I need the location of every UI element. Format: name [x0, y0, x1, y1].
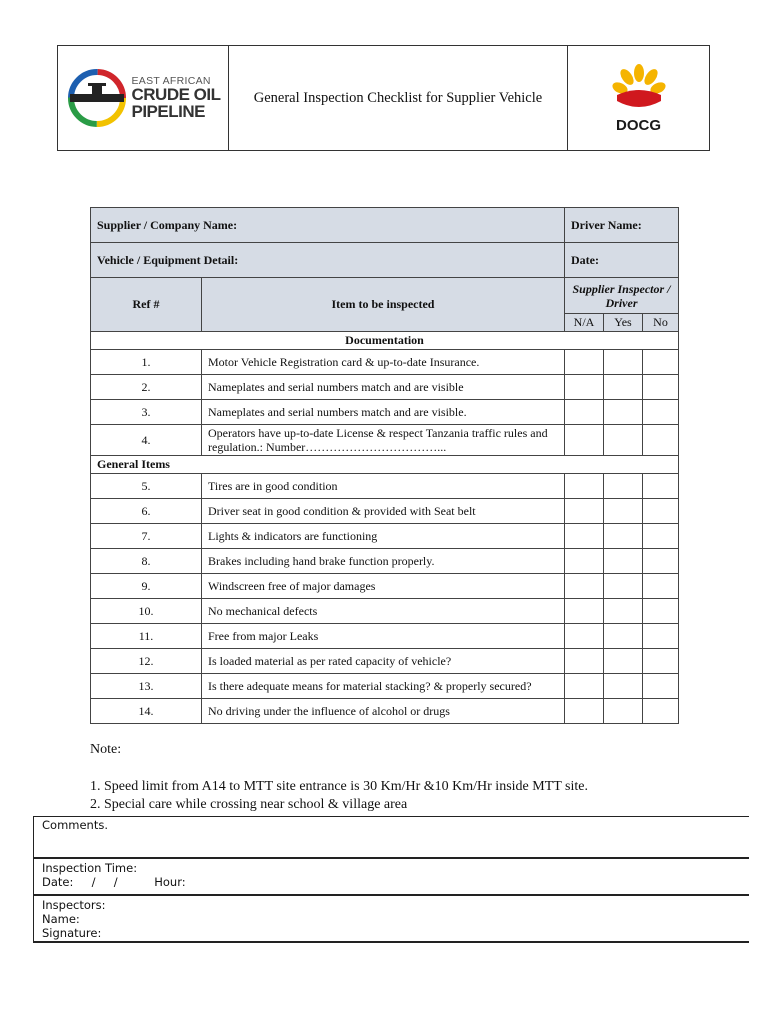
- check-cell-no[interactable]: [643, 549, 679, 574]
- inspection-table: [90, 207, 679, 724]
- check-cell-yes[interactable]: [604, 350, 643, 375]
- eacop-logo-cell: [58, 46, 229, 150]
- check-cell-na[interactable]: [565, 574, 604, 599]
- signature-label: Signature:: [42, 926, 102, 940]
- check-cell-na[interactable]: [565, 350, 604, 375]
- check-cell-na[interactable]: [565, 599, 604, 624]
- inspection-time-label: Inspection Time:: [42, 861, 138, 875]
- col-yes-header: Yes: [604, 314, 643, 332]
- table-row: [91, 624, 679, 649]
- check-cell-no[interactable]: [643, 400, 679, 425]
- item-cell: Nameplates and serial numbers match and are visible: [202, 375, 565, 400]
- item-cell: Free from major Leaks: [202, 624, 565, 649]
- ref-cell: 13.: [91, 674, 202, 699]
- item-cell: No mechanical defects: [202, 599, 565, 624]
- eacop-logo: [66, 67, 221, 129]
- table-row: [91, 549, 679, 574]
- ref-cell: 14.: [91, 699, 202, 724]
- check-cell-na[interactable]: [565, 624, 604, 649]
- comments-field[interactable]: [34, 817, 749, 859]
- ref-cell: 12.: [91, 649, 202, 674]
- inspector-header: Supplier Inspector / Driver: [565, 278, 679, 314]
- check-cell-na[interactable]: [565, 699, 604, 724]
- check-cell-no[interactable]: [643, 524, 679, 549]
- note-item: 2. Special care while crossing near school & village area: [90, 797, 408, 812]
- logo-line-3: PIPELINE: [131, 102, 205, 122]
- check-cell-yes[interactable]: [604, 499, 643, 524]
- col-na-header: N/A: [565, 314, 604, 332]
- check-cell-no[interactable]: [643, 674, 679, 699]
- date-label: Date:: [565, 243, 679, 278]
- ref-cell: 9.: [91, 574, 202, 599]
- docg-flame-icon: [612, 63, 666, 115]
- item-cell: Nameplates and serial numbers match and are visible.: [202, 400, 565, 425]
- check-cell-yes[interactable]: [604, 624, 643, 649]
- ref-cell: 5.: [91, 474, 202, 499]
- check-cell-yes[interactable]: [604, 649, 643, 674]
- check-cell-na[interactable]: [565, 524, 604, 549]
- ref-cell: 6.: [91, 499, 202, 524]
- check-cell-yes[interactable]: [604, 674, 643, 699]
- table-row: [91, 375, 679, 400]
- driver-name-label: Driver Name:: [565, 208, 679, 243]
- docg-logo-cell: [568, 46, 709, 150]
- item-cell: Windscreen free of major damages: [202, 574, 565, 599]
- check-cell-no[interactable]: [643, 499, 679, 524]
- document-header: [57, 45, 710, 151]
- table-row: [91, 574, 679, 599]
- logo-line-1: EAST AFRICAN: [131, 74, 211, 87]
- section-general-items: General Items: [91, 456, 679, 474]
- item-cell: Is there adequate means for material stacking? & properly secured?: [202, 674, 565, 699]
- ref-cell: 2.: [91, 375, 202, 400]
- supplier-name-label: Supplier / Company Name:: [91, 208, 565, 243]
- document-title: General Inspection Checklist for Supplier Vehicle: [229, 46, 568, 150]
- item-cell: Brakes including hand brake function properly.: [202, 549, 565, 574]
- docg-logo-text: DOCG: [616, 116, 661, 134]
- section-documentation: Documentation: [91, 332, 679, 350]
- inspectors-label: Inspectors:: [42, 898, 106, 912]
- inspectors-field[interactable]: [34, 896, 749, 942]
- comments-label: Comments.: [42, 818, 108, 832]
- item-cell: Driver seat in good condition & provided with Seat belt: [202, 499, 565, 524]
- check-cell-no[interactable]: [643, 350, 679, 375]
- date-hour-label: Date: / / Hour:: [42, 875, 186, 889]
- note-label: Note:: [90, 742, 122, 757]
- check-cell-no[interactable]: [643, 699, 679, 724]
- check-cell-na[interactable]: [565, 425, 604, 456]
- table-row: [91, 425, 679, 456]
- ref-header: Ref #: [91, 278, 202, 332]
- check-cell-yes[interactable]: [604, 400, 643, 425]
- ref-cell: 4.: [91, 425, 202, 456]
- check-cell-yes[interactable]: [604, 574, 643, 599]
- check-cell-yes[interactable]: [604, 375, 643, 400]
- check-cell-yes[interactable]: [604, 599, 643, 624]
- check-cell-na[interactable]: [565, 649, 604, 674]
- ref-cell: 11.: [91, 624, 202, 649]
- table-row: [91, 499, 679, 524]
- item-cell: Lights & indicators are functioning: [202, 524, 565, 549]
- table-row: [91, 524, 679, 549]
- note-item: 1. Speed limit from A14 to MTT site entrance is 30 Km/Hr &10 Km/Hr inside MTT site.: [90, 779, 588, 794]
- note-list: [90, 778, 588, 814]
- check-cell-no[interactable]: [643, 474, 679, 499]
- inspection-time-field[interactable]: [34, 859, 749, 896]
- table-row: [91, 674, 679, 699]
- ref-cell: 8.: [91, 549, 202, 574]
- item-cell: Operators have up-to-date License & respect Tanzania traffic rules and regulation.: Number……………………………...: [202, 425, 565, 456]
- item-cell: Is loaded material as per rated capacity of vehicle?: [202, 649, 565, 674]
- item-header: Item to be inspected: [202, 278, 565, 332]
- check-cell-na[interactable]: [565, 400, 604, 425]
- col-no-header: No: [643, 314, 679, 332]
- check-cell-na[interactable]: [565, 549, 604, 574]
- name-label: Name:: [42, 912, 80, 926]
- table-row: [91, 350, 679, 375]
- check-cell-yes[interactable]: [604, 524, 643, 549]
- check-cell-na[interactable]: [565, 499, 604, 524]
- check-cell-yes[interactable]: [604, 425, 643, 456]
- table-row: [91, 699, 679, 724]
- check-cell-yes[interactable]: [604, 474, 643, 499]
- table-row: [91, 400, 679, 425]
- ref-cell: 10.: [91, 599, 202, 624]
- check-cell-no[interactable]: [643, 425, 679, 456]
- item-cell: Tires are in good condition: [202, 474, 565, 499]
- check-cell-no[interactable]: [643, 624, 679, 649]
- check-cell-na[interactable]: [565, 474, 604, 499]
- logo-line-2: CRUDE OIL: [131, 85, 221, 105]
- signoff-box: [33, 816, 749, 943]
- check-cell-na[interactable]: [565, 375, 604, 400]
- table-row: [91, 649, 679, 674]
- vehicle-detail-label: Vehicle / Equipment Detail:: [91, 243, 565, 278]
- check-cell-no[interactable]: [643, 649, 679, 674]
- table-row: [91, 599, 679, 624]
- eacop-ring-icon: [66, 67, 128, 129]
- item-cell: No driving under the influence of alcohol or drugs: [202, 699, 565, 724]
- documentation-rows: [91, 350, 679, 456]
- general-item-rows: [91, 474, 679, 724]
- check-cell-no[interactable]: [643, 599, 679, 624]
- ref-cell: 7.: [91, 524, 202, 549]
- check-cell-yes[interactable]: [604, 549, 643, 574]
- table-row: [91, 474, 679, 499]
- check-cell-na[interactable]: [565, 674, 604, 699]
- check-cell-yes[interactable]: [604, 699, 643, 724]
- item-cell: Motor Vehicle Registration card & up-to-date Insurance.: [202, 350, 565, 375]
- check-cell-no[interactable]: [643, 574, 679, 599]
- check-cell-no[interactable]: [643, 375, 679, 400]
- ref-cell: 1.: [91, 350, 202, 375]
- ref-cell: 3.: [91, 400, 202, 425]
